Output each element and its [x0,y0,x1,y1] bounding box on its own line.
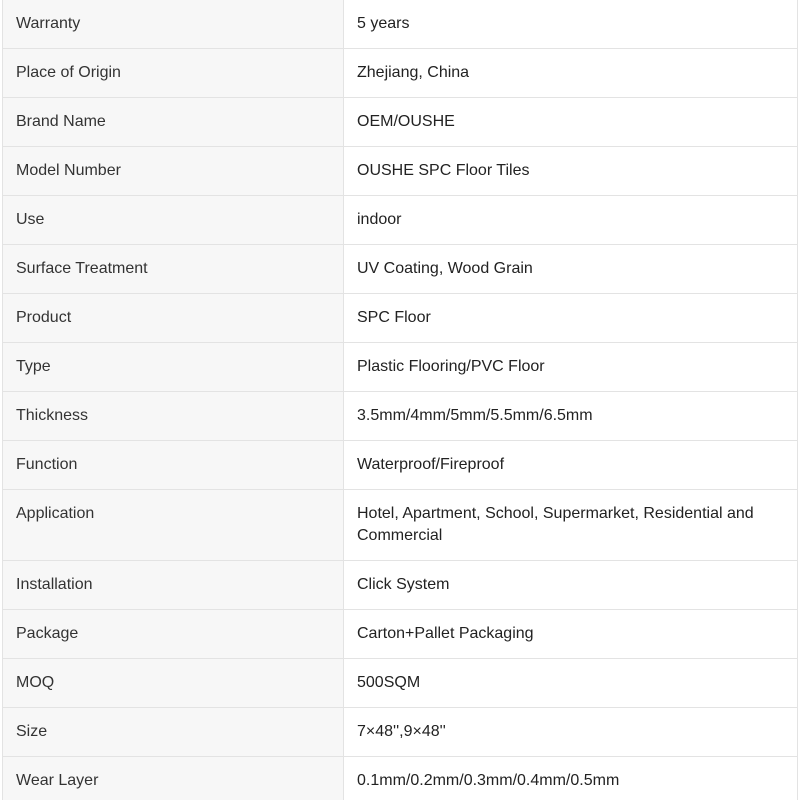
table-row [3,659,798,708]
spec-value: 500SQM [344,659,798,708]
spec-value: OUSHE SPC Floor Tiles [344,147,798,196]
table-row [3,245,798,294]
table-row [3,561,798,610]
table-row [3,0,798,49]
spec-value: Click System [344,561,798,610]
spec-label: Wear Layer [3,757,344,800]
spec-label: Type [3,343,344,392]
product-spec-table [2,0,798,800]
spec-value: 5 years [344,0,798,49]
spec-value: 7×48'',9×48'' [344,708,798,757]
spec-label: MOQ [3,659,344,708]
table-row [3,343,798,392]
spec-label: Use [3,196,344,245]
spec-value: SPC Floor [344,294,798,343]
spec-value: indoor [344,196,798,245]
table-row [3,708,798,757]
spec-value: Plastic Flooring/PVC Floor [344,343,798,392]
spec-table-body [3,0,798,800]
spec-label: Function [3,441,344,490]
table-row [3,147,798,196]
spec-label: Warranty [3,0,344,49]
table-row [3,49,798,98]
spec-value: Waterproof/Fireproof [344,441,798,490]
spec-value: Carton+Pallet Packaging [344,610,798,659]
spec-label: Installation [3,561,344,610]
table-row [3,294,798,343]
table-row [3,392,798,441]
spec-label: Brand Name [3,98,344,147]
spec-value: Hotel, Apartment, School, Supermarket, Residential and Commercial [344,490,798,561]
spec-value: OEM/OUSHE [344,98,798,147]
table-row [3,441,798,490]
spec-label: Package [3,610,344,659]
spec-value: 0.1mm/0.2mm/0.3mm/0.4mm/0.5mm [344,757,798,800]
table-row [3,757,798,800]
spec-label: Size [3,708,344,757]
spec-label: Model Number [3,147,344,196]
table-row [3,98,798,147]
spec-label: Application [3,490,344,561]
spec-value: 3.5mm/4mm/5mm/5.5mm/6.5mm [344,392,798,441]
spec-label: Thickness [3,392,344,441]
spec-label: Product [3,294,344,343]
table-row [3,490,798,561]
spec-label: Place of Origin [3,49,344,98]
table-row [3,610,798,659]
spec-label: Surface Treatment [3,245,344,294]
spec-value: Zhejiang, China [344,49,798,98]
table-row [3,196,798,245]
spec-value: UV Coating, Wood Grain [344,245,798,294]
